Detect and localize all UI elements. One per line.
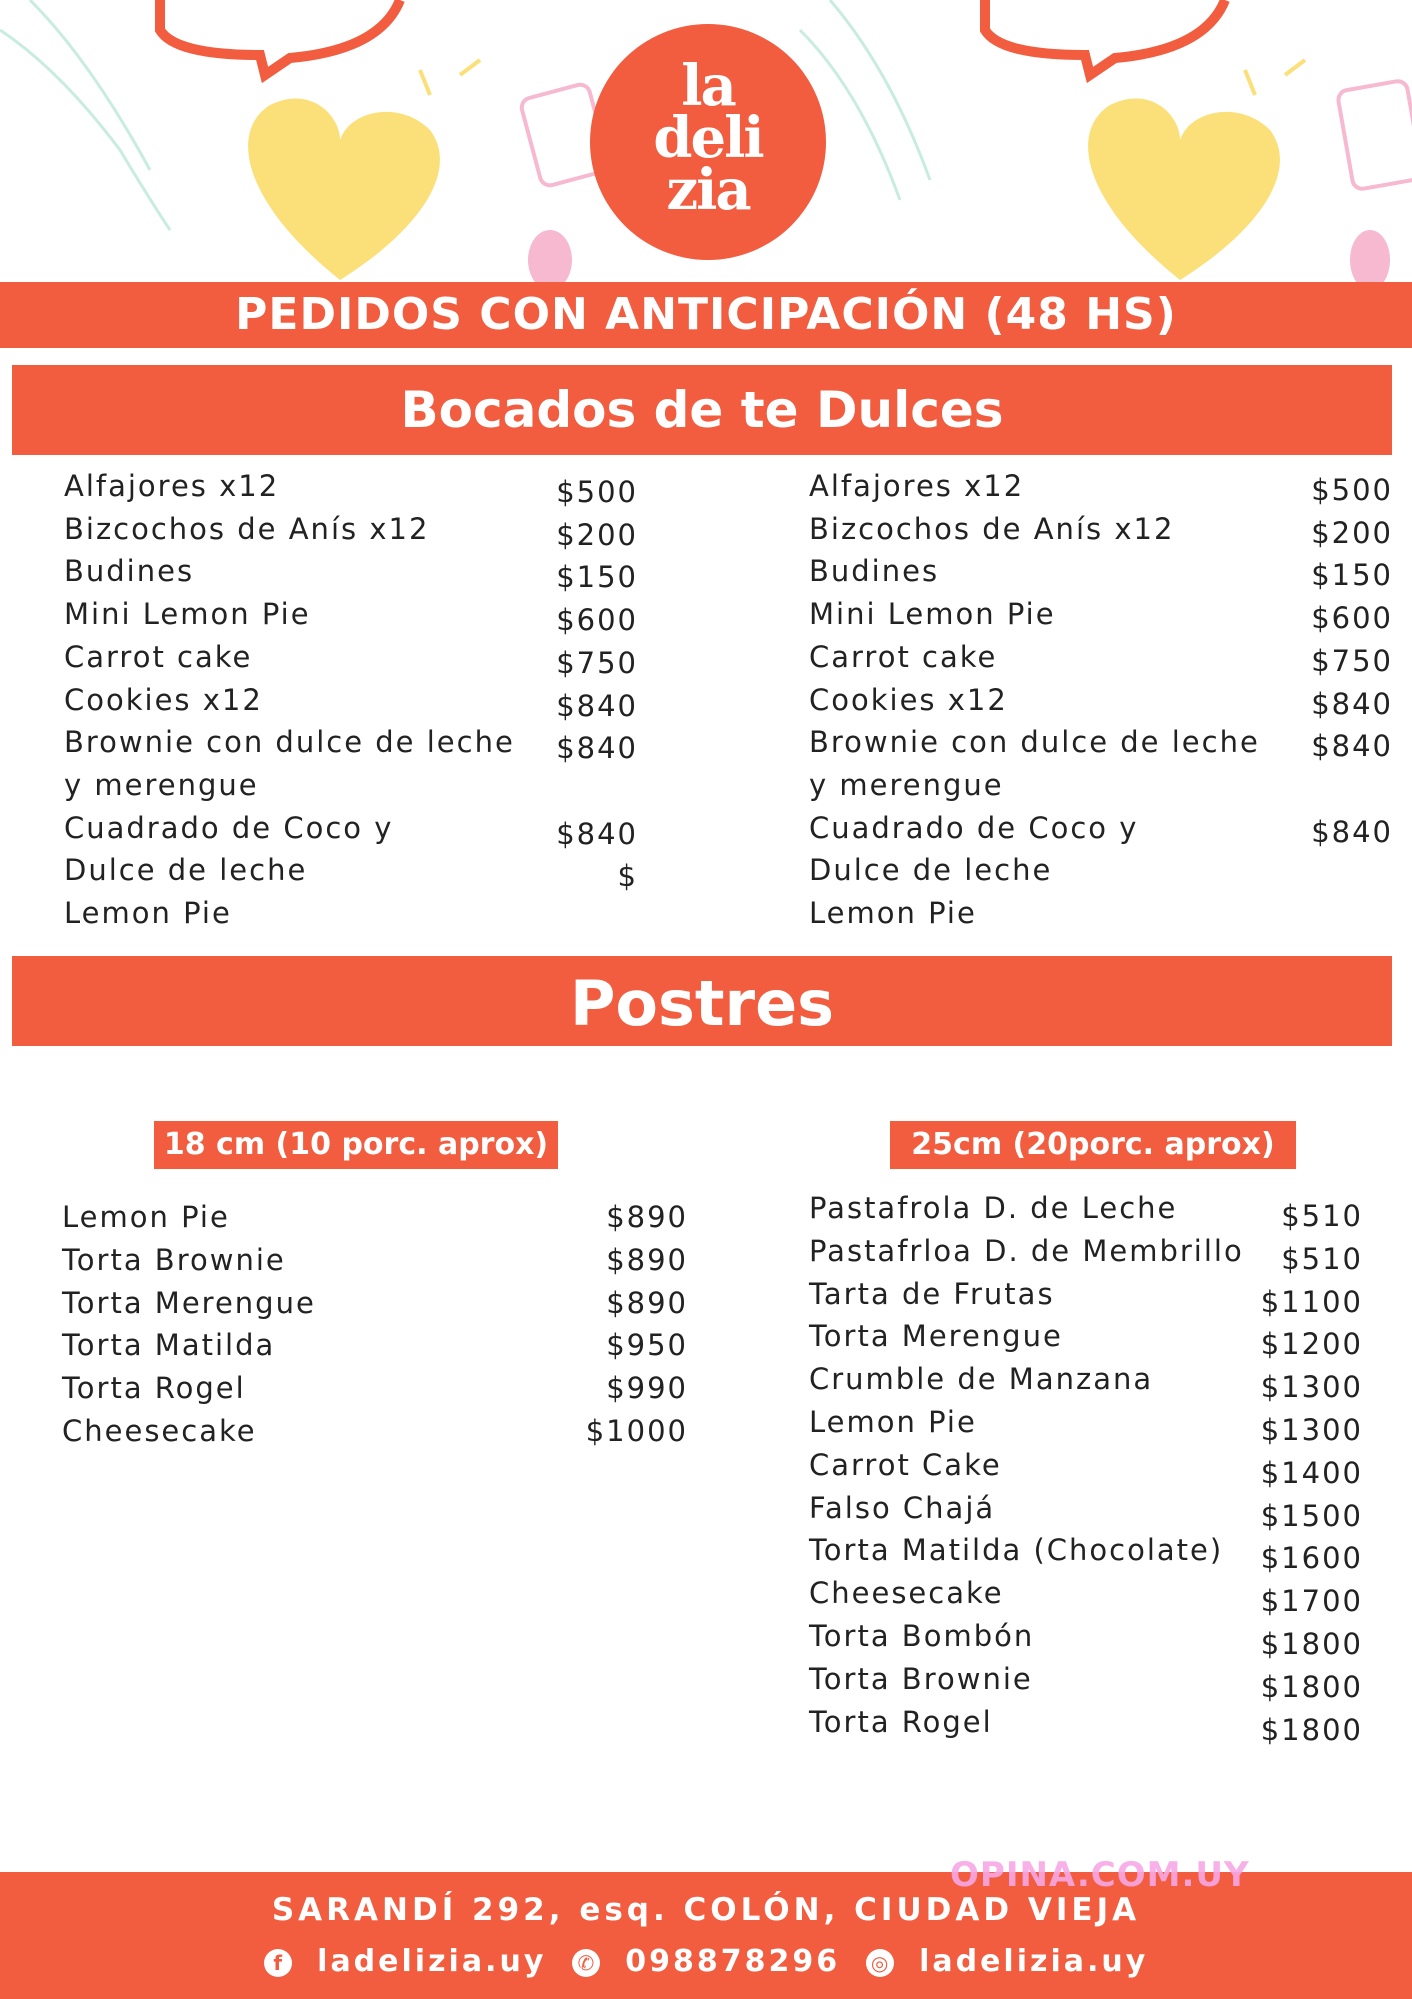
menu-item: Dulce de leche (809, 853, 1053, 888)
header-artwork (0, 0, 1412, 285)
menu-item: Cuadrado de Coco y (809, 810, 1139, 845)
menu-item: Cookies x12 (64, 682, 263, 717)
advance-order-banner: PEDIDOS CON ANTICIPACIÓN (48 HS) (0, 282, 1412, 348)
menu-item: Cookies x12 (809, 682, 1008, 717)
menu-price: $510 (1281, 1199, 1363, 1233)
logo-line-3: zia (666, 157, 750, 223)
instagram-handle[interactable]: ladelizia.uy (919, 1944, 1149, 1979)
menu-item: Crumble de Manzana (809, 1362, 1154, 1397)
menu-price: $950 (606, 1328, 688, 1363)
menu-price: $500 (556, 475, 638, 509)
whatsapp-number[interactable]: 098878296 (625, 1944, 841, 1979)
menu-price: $150 (556, 560, 638, 595)
menu-price: $840 (556, 816, 638, 851)
whatsapp-icon[interactable]: ✆ (572, 1949, 600, 1977)
footer-address: SARANDÍ 292, esq. COLÓN, CIUDAD VIEJA (271, 1892, 1141, 1928)
menu-item: Brownie con dulce de leche (809, 725, 1260, 760)
menu-price: $840 (1311, 729, 1393, 764)
menu-item: Cheesecake (62, 1414, 257, 1448)
menu-price: $500 (1311, 473, 1393, 507)
menu-item: Alfajores x12 (809, 469, 1025, 503)
menu-item: Falso Chajá (809, 1490, 996, 1525)
size-label-25cm: 25cm (20porc. aprox) (890, 1121, 1296, 1169)
watermark: OPINA.COM.UY (950, 1855, 1250, 1895)
menu-item: Brownie con dulce de leche (64, 725, 515, 760)
menu-item: Dulce de leche (64, 853, 308, 888)
menu-price: $750 (556, 645, 638, 680)
menu-price: $1300 (1260, 1413, 1363, 1447)
size-label-18cm: 18 cm (10 porc. aprox) (154, 1121, 558, 1169)
menu-price: $1800 (1260, 1627, 1363, 1661)
menu-item: Lemon Pie (809, 896, 977, 930)
menu-price: $1800 (1260, 1712, 1363, 1747)
menu-price: $1500 (1260, 1498, 1363, 1533)
menu-item: Bizcochos de Anís x12 (809, 511, 1175, 546)
menu-price: $990 (606, 1371, 688, 1406)
menu-item: Torta Matilda (Chocolate) (809, 1533, 1224, 1568)
menu-item: Pastafrloa D. de Membrillo (809, 1233, 1244, 1268)
footer-contacts (0, 1942, 1412, 1982)
menu-price: $840 (1311, 686, 1393, 721)
menu-price: $1000 (585, 1414, 688, 1448)
menu-item: Mini Lemon Pie (64, 597, 311, 632)
menu-item: Torta Brownie (809, 1661, 1033, 1696)
menu-item: Torta Matilda (62, 1328, 276, 1363)
menu-price: $840 (1311, 814, 1393, 849)
menu-item: Torta Merengue (809, 1319, 1063, 1354)
menu-price: $1600 (1260, 1541, 1363, 1576)
menu-price: $ (617, 859, 638, 894)
menu-price: $200 (1311, 515, 1393, 550)
menu-item: y merengue (809, 767, 1004, 802)
facebook-icon[interactable]: f (264, 1949, 292, 1977)
menu-item: Torta Rogel (62, 1371, 246, 1406)
menu-item: Carrot Cake (809, 1447, 1002, 1482)
menu-price: $750 (1311, 643, 1393, 678)
menu-price: $840 (556, 731, 638, 766)
menu-item: Lemon Pie (809, 1405, 977, 1439)
menu-item: Cuadrado de Coco y (64, 810, 394, 845)
menu-price: $1200 (1260, 1327, 1363, 1362)
brand-logo (590, 24, 826, 260)
menu-item: Cheesecake (809, 1576, 1004, 1611)
menu-item: Pastafrola D. de Leche (809, 1191, 1178, 1225)
menu-item: Torta Rogel (809, 1704, 993, 1739)
menu-price: $1800 (1260, 1669, 1363, 1704)
instagram-icon[interactable]: ◎ (866, 1949, 894, 1977)
menu-price: $600 (556, 603, 638, 638)
menu-price: $840 (556, 688, 638, 723)
menu-price: $1300 (1260, 1370, 1363, 1405)
menu-item: Carrot cake (809, 639, 998, 674)
facebook-handle[interactable]: ladelizia.uy (317, 1944, 547, 1979)
menu-item: Carrot cake (64, 639, 253, 674)
menu-item: Lemon Pie (64, 896, 232, 930)
menu-item: Alfajores x12 (64, 469, 280, 503)
logo-line-2: deli (653, 105, 763, 171)
menu-item: y merengue (64, 767, 259, 802)
logo-line-1: la (681, 53, 735, 119)
menu-item: Bizcochos de Anís x12 (64, 511, 430, 546)
menu-item: Torta Brownie (62, 1242, 286, 1277)
menu-price: $600 (1311, 601, 1393, 636)
menu-price: $150 (1311, 558, 1393, 593)
menu-price: $1700 (1260, 1584, 1363, 1619)
menu-price: $890 (606, 1285, 688, 1320)
menu-price: $200 (556, 517, 638, 552)
menu-item: Budines (809, 554, 940, 589)
menu-item: Tarta de Frutas (809, 1276, 1055, 1311)
menu-price: $510 (1281, 1241, 1363, 1276)
postres-section-title: Postres (12, 956, 1392, 1046)
menu-price: $890 (606, 1200, 688, 1234)
menu-price: $890 (606, 1242, 688, 1277)
menu-item: Mini Lemon Pie (809, 597, 1056, 632)
menu-item: Torta Bombón (809, 1619, 1035, 1653)
menu-price: $1100 (1260, 1284, 1363, 1319)
menu-item: Lemon Pie (62, 1200, 230, 1234)
menu-item: Torta Merengue (62, 1285, 316, 1320)
bocados-section-title: Bocados de te Dulces (12, 365, 1392, 455)
menu-item: Budines (64, 554, 195, 589)
menu-price: $1400 (1260, 1455, 1363, 1490)
